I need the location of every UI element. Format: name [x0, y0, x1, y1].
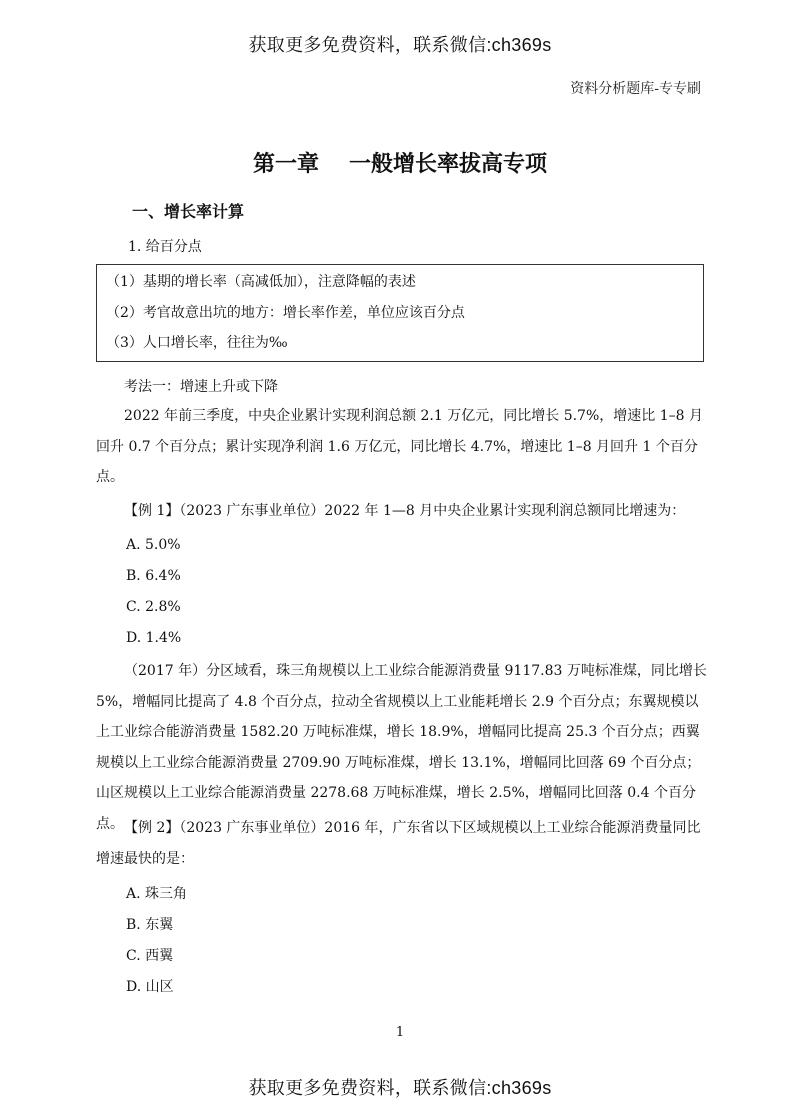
example-1-option-d: D. 1.4%: [126, 630, 182, 646]
paragraph-2: （2017 年）分区域看，珠三角规模以上工业综合能源消费量 9117.83 万吨标准煤，同比增长 5%，增幅同比提高了 4.8 个百分点，拉动全省规模以上工业能耗增长 2.9 个百分点；东翼规模以上工业综合能游消费量 1582.20 万吨标准煤，增长 18.9%，增幅同比提高 25.3 个百分点；西翼规模以上工业综合能源消费量 2709.90 万吨标准煤，增长 13.1%，增幅同比回落 69 个百分点；山区规模以上工业综合能源消费量 2278.68 万吨标准煤，增长 2.5%，增幅同比回落 0.4 个百分点。: [96, 663, 707, 832]
example-2-option-d: D. 山区: [126, 979, 174, 995]
section-title: 一、增长率计算: [132, 202, 245, 221]
key-points-box: [96, 264, 704, 362]
paragraph-1: 2022 年前三季度，中央企业累计实现利润总额 2.1 万亿元，同比增长 5.7%，增速比 1–8 月回升 0.7 个百分点；累计实现净利润 1.6 万亿元，同比增长 4.7%，增速比 1–8 月回升 1 个百分点。: [96, 408, 703, 485]
example-1-question: 【例 1】（2023 广东事业单位）2022 年 1—8 月中央企业累计实现利润总额同比增速为：: [124, 503, 686, 519]
example-2-option-c: C. 西翼: [126, 948, 174, 964]
running-header: 资料分析题库-专专刷: [570, 81, 701, 97]
example-1-option-a: A. 5.0%: [126, 537, 181, 553]
example-1-option-c: C. 2.8%: [126, 599, 181, 615]
example-2-question: 【例 2】（2023 广东事业单位）2016 年，广东省以下区域规模以上工业综合能源消费量同比增速最快的是：: [96, 820, 701, 867]
page-number: 1: [395, 1025, 405, 1040]
key-point: （3）人口增长率，往往为‰: [106, 335, 288, 351]
top-banner: 获取更多免费资料，联系微信:ch369s: [248, 35, 552, 55]
key-point: （1）基期的增长率（高减低加），注意降幅的表述: [106, 274, 416, 290]
bottom-banner: 获取更多免费资料，联系微信:ch369s: [248, 1078, 552, 1098]
chapter-heading: [0, 147, 800, 178]
subsection-title: 1. 给百分点: [128, 239, 202, 255]
example-1-option-b: B. 6.4%: [126, 568, 181, 584]
chapter-title: 一般增长率拔高专项: [349, 151, 548, 177]
key-point: （2）考官故意出坑的地方：增长率作差，单位应该百分点: [106, 305, 465, 321]
method-title: 考法一：增速上升或下降: [124, 379, 278, 395]
chapter-number: 第一章: [252, 151, 319, 177]
example-2-option-b: B. 东翼: [126, 917, 174, 933]
example-2-option-a: A. 珠三角: [126, 886, 188, 902]
